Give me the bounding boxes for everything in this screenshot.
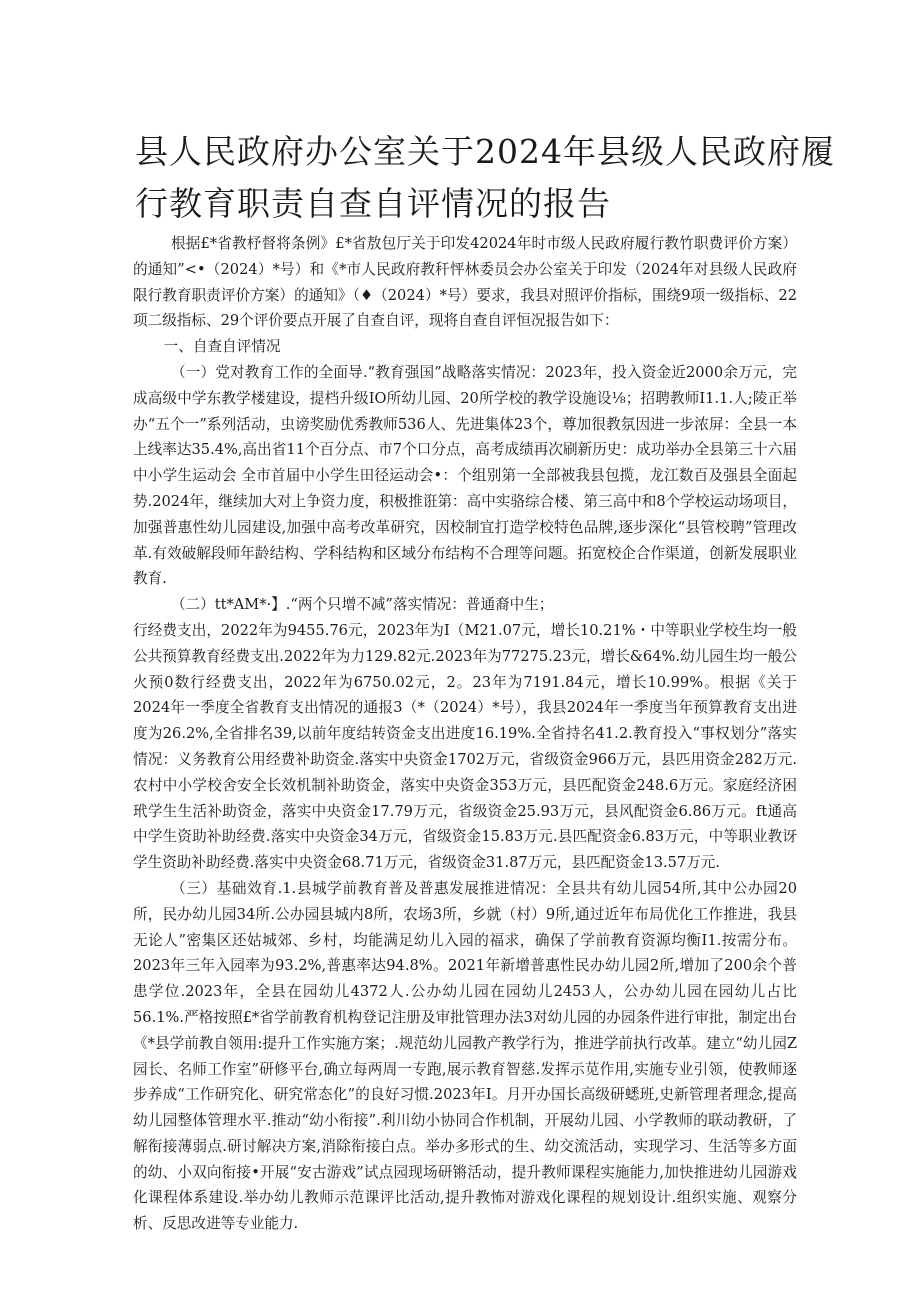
paragraph-section-2-body: 行经费支出，2022年为9455.76元，2023年为I（M21.07元，增长10.21%・中等职业学校生均一般公共预算教育经费支出.2022年为力129.82元.2023年为77275.23元，增长&64%.幼儿园生均一般公火预0数行经费支出，2022年为6750.02元，2。23年为7191.84元，增长10.99%。根据《关于2024年一季度全省教育支出情况的通报3（*（2024）*号），我县2024年一季度当年预算教育支出进度为26.2%,全省排名39,以前年度结转资金支出进度16.19%.全省持名41.2.教育投入“事权划分”落实情况：义务教育公用经费补助资金.落实中央资金1702万元，省级资金966万元，县匹用资金282万元.农村中小学校舍安全长效机制补助资金，落实中央资金353万元，县匹配资金248.6万元。家庭经济困玳学生生活补助资金，落实中央资金17.79万元，省级资金25.93万元，县风配资金6.86万元。ft通高中学生资助补助经费.落实中央资金34万元，省级资金15.83万元.县匹配资金6.83万元，中等职业教讶学生资助补助经费.落实中央资金68.71万元，省级资金31.87万元，县匹配资金13.57万元.: [133, 621, 797, 872]
paragraph-section-1: （一）党对教育工作的全面导.“教育强国”战略落实情况：2023年，投入资金近2000余万元，完成高级中学东教学楼建设，提档升级IO所幼儿园、20所学校的教学设施设⅛；招聘教师I1.1.人;陵正举办“五个一”系列活动，虫谤奖励优秀教师536人、先进集体23个，尊加很教氛因进一步浓屏：全县一本上线率达35.4%,高出省11个百分点、市7个口分点，高考成绩再次刷新历史：成功举办全县第三十六届中小学生运动会 全市首届中小学生田径运动会•：个组别第一全部被我县包揽，龙江数百及强县全面起势.2024年，继续加大对上争资力度，积极推诳第：高中实骆综合楼、第三高中和8个学校运动场项目，加强普惠性幼儿园建设,加强中高考改革研究，因校制宜打造学校特色品牌,逐步深化“县管校聘”管理改革.有效破解段师年龄结构、学科结构和区域分布结构不合理等问题。拓宽校企合作渠道，创新发展职业教育.: [133, 363, 798, 588]
paragraph-section-3: （三）基础效育.1.县城学前教育普及普惠发展推进情况：全县共有幼儿园54所,其中公办园20所，民办幼儿园34所.公办园县城内8所，农场3所，乡就（村）9所,通过近年布局优化工作推进，我县无论人”密集区还姑城郊、乡村，均能满足幼儿入园的福求，确保了学前教育资源均衡I1.按需分布。2023年三年入园率为93.2%,普惠率达94.8%。2021年新增普惠性民办幼儿园2所,增加了200余个普患学位.2023年，全县在园幼儿4372人.公办幼儿园在园幼儿2453人，公办幼儿园在园幼儿占比56.1%.严格按照£*省学前教育机构登记注册及审批管理办法3对幼儿园的办园条件进行审批，制定出台《*县学前教自领用:提升工作实施方案；.规范幼儿园教产教学行为，推进学前执行改革。建立“幼儿园Z园长、名师工作室”研修平台,确立每两周一专跑,展示教育智慈.发挥示苋作用,实施专业引领，使教师逐步养成“工作研究化、研究常态化”的良好习惯.2023年I。月开办国长高级研蟋班,史新管理者理念,提高幼儿园整体管理水平.推动“幼小衔接”.利川幼小协同合作机制，开展幼儿园、小学教师的联动教研，了解衔接薄弱点.研讨解决方案,消除衔接白点。举办多形式的生、幼交流活动，实现学习、生活等多方面的幼、小双向衔接•开展“安古游戏”试点园现场研锵活动，提升教师课程实施能力,加快推进幼儿园游戏化课程体系建设.举办幼儿教师示范课评比活动,提升教怖对游戏化课程的规划设计.组织实施、观察分析、反思改进等专业能力.: [133, 879, 797, 1233]
paragraph-intro: 根据£*省教杼督将条例》£*省敖包厅关于印发42024年时市级人民政府履行教竹职费评价方案）的通知”<•（2024）*号）和《*市人民政府教秆怦林委员会办公室关于印发（2024年对县级人民政府限行教育职责评价方案）的通知》（♦（2024）*号）要求，我县对照评价指标，围绕9项一级指标、22项二级指标、29个评价要点开展了自查自评，现将自查自评恒况报告如下：: [133, 235, 797, 330]
document-title: 县人民政府办公室关于2024年县级人民政府履行教育职责自查自评情况的报告: [135, 132, 835, 223]
paragraph-section-2-heading: （二）tt*AM*·】.“两个只增不减”落实情况：普通裔中生；: [170, 596, 554, 614]
section-heading: 一、自查自评情况: [163, 338, 281, 356]
document-body: [133, 231, 797, 1237]
